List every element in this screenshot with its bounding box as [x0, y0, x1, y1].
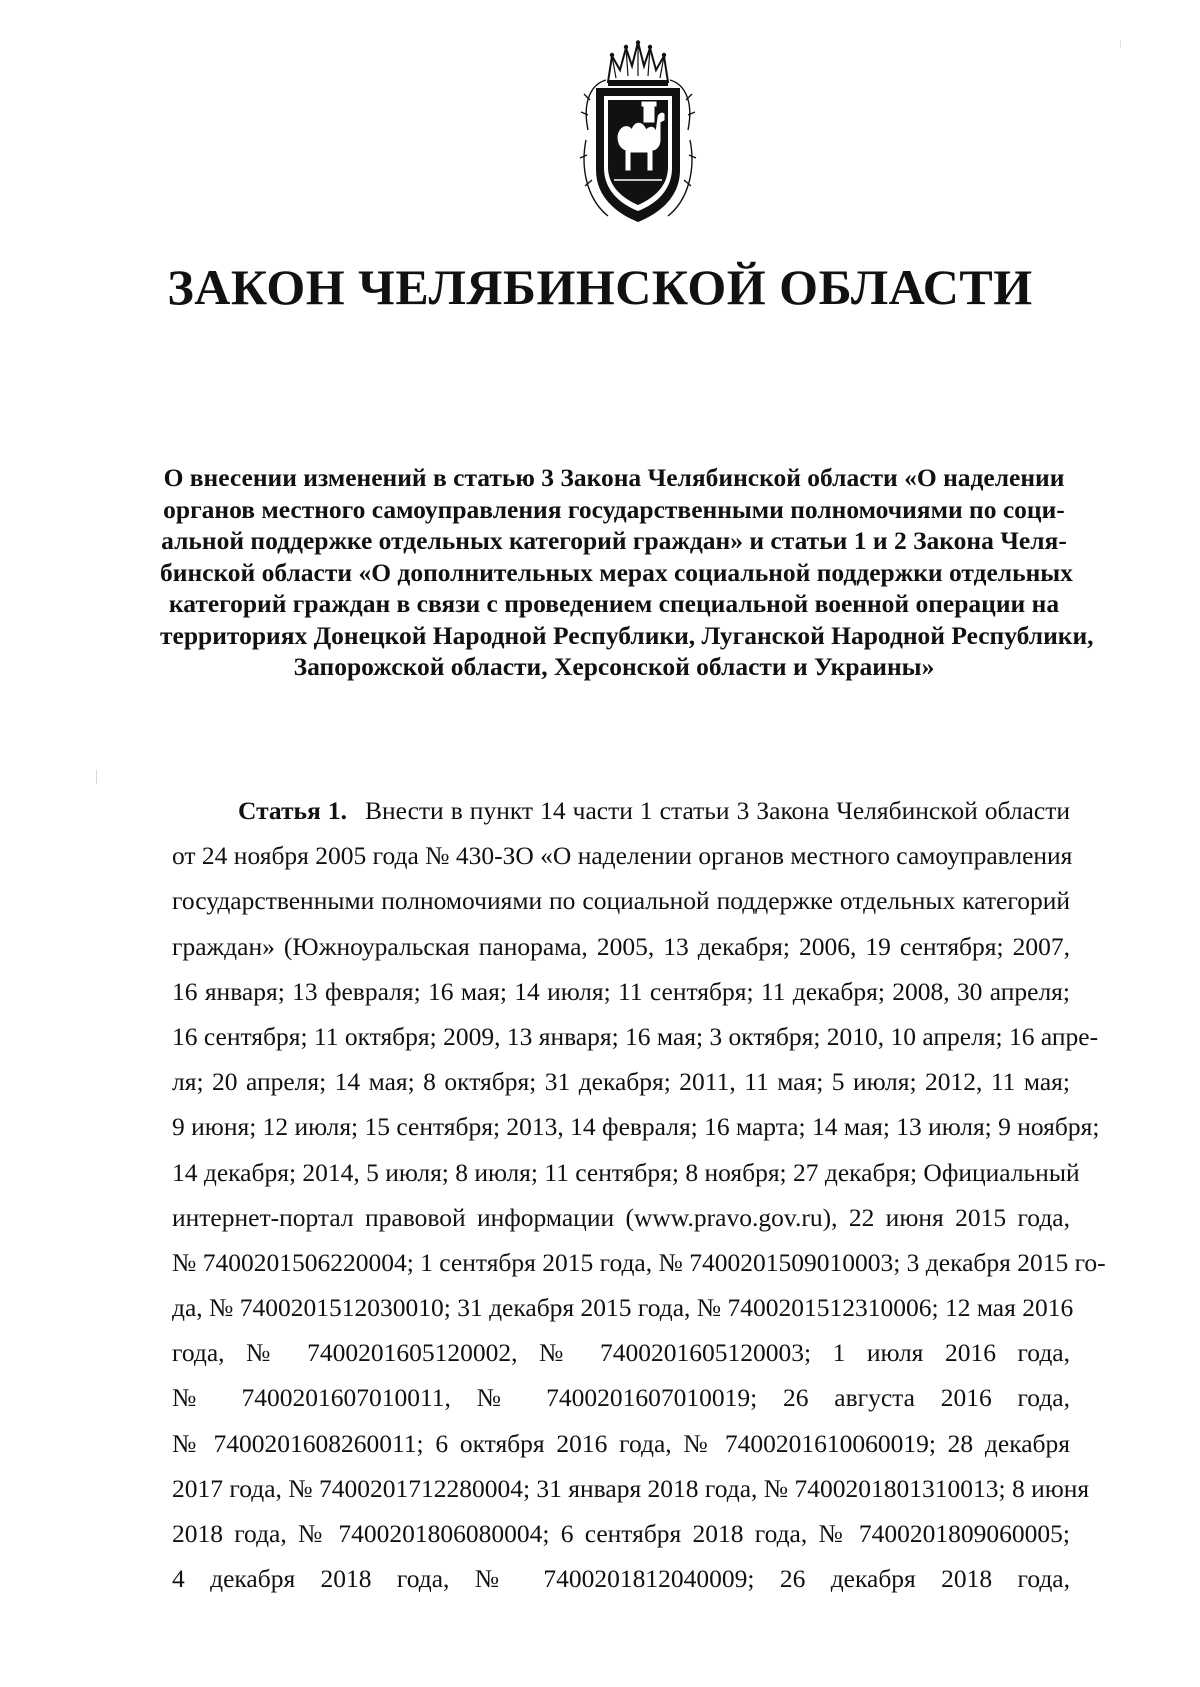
- crown-icon: [608, 40, 668, 86]
- article-line: от 24 ноября 2005 года № 430-ЗО «О наделении органов местного самоуправления: [172, 841, 1073, 871]
- subject-line: территориях Донецкой Народной Республики, Луганской Народной Республики,: [160, 620, 1094, 650]
- article-line: 16 сентября; 11 октября; 2009, 13 января; 16 мая; 3 октября; 2010, 10 апреля; 16 апре-: [172, 1021, 1099, 1051]
- article-line: № 7400201608260011; 6 октября 2016 года, № 7400201610060019; 28 декабря: [172, 1428, 1070, 1458]
- article-line: 14 декабря; 2014, 5 июля; 8 июля; 11 сентября; 8 ноября; 27 декабря; Официальный: [172, 1157, 1080, 1187]
- article-line: 2018 года, № 7400201806080004; 6 сентября 2018 года, № 7400201809060005;: [172, 1519, 1070, 1548]
- law-title: ЗАКОН ЧЕЛЯБИНСКОЙ ОБЛАСТИ: [167, 259, 1033, 315]
- article-line: 4 декабря 2018 года, № 7400201812040009; 26 декабря 2018 года,: [172, 1564, 1070, 1594]
- subject-line: О внесении изменений в статью 3 Закона Челябинской области «О наделении: [163, 463, 1065, 492]
- coat-of-arms-emblem: [578, 40, 698, 225]
- subject-line: Запорожской области, Херсонской области и Украины»: [293, 652, 935, 681]
- article-first-line: [172, 788, 1070, 833]
- law-subject: [160, 462, 1094, 683]
- scan-artifact: [1120, 40, 1121, 48]
- article-line: да, № 7400201512030010; 31 декабря 2015 года, № 7400201512310006; 12 мая 2016: [172, 1293, 1074, 1323]
- subject-line: органов местного самоуправления государственными полномочиями по соци-: [163, 494, 1065, 524]
- article-line: № 7400201607010011, № 7400201607010019; 26 августа 2016 года,: [172, 1383, 1070, 1413]
- subject-line: альной поддержке отдельных категорий граждан» и статьи 1 и 2 Закона Челя-: [161, 526, 1067, 555]
- article-line: 9 июня; 12 июля; 15 сентября; 2013, 14 февраля; 16 марта; 14 мая; 13 июля; 9 ноября;: [172, 1112, 1100, 1142]
- article-line: граждан» (Южноуральская панорама, 2005, 13 декабря; 2006, 19 сентября; 2007,: [172, 931, 1070, 961]
- article-1-text: [172, 788, 1106, 1601]
- article-line: интернет-портал правовой информации (www.pravo.gov.ru), 22 июня 2015 года,: [172, 1202, 1070, 1232]
- subject-line: бинской области «О дополнительных мерах социальной поддержки отдельных: [160, 557, 1073, 587]
- article-label: Статья 1.: [238, 796, 347, 825]
- article-line: государственными полномочиями по социальной поддержке отдельных категорий: [172, 886, 1070, 916]
- article-line: № 7400201506220004; 1 сентября 2015 года, № 7400201509010003; 3 декабря 2015 го-: [172, 1247, 1106, 1277]
- subject-line: категорий граждан в связи с проведением специальной военной операции на: [168, 589, 1060, 618]
- article-line: 16 января; 13 февраля; 16 мая; 14 июля; 11 сентября; 11 декабря; 2008, 30 апреля;: [172, 976, 1070, 1006]
- article-line: 2017 года, № 7400201712280004; 31 января 2018 года, № 7400201801310013; 8 июня: [172, 1473, 1090, 1503]
- scan-artifact: [96, 770, 97, 784]
- article-line: года, № 7400201605120002, № 7400201605120003; 1 июля 2016 года,: [172, 1338, 1070, 1368]
- article-text: Внести в пункт 14 части 1 статьи 3 Закона Челябинской области: [364, 796, 1070, 825]
- coat-of-arms-icon: [578, 40, 698, 225]
- article-line: ля; 20 апреля; 14 мая; 8 октября; 31 декабря; 2011, 11 мая; 5 июля; 2012, 11 мая;: [172, 1067, 1070, 1097]
